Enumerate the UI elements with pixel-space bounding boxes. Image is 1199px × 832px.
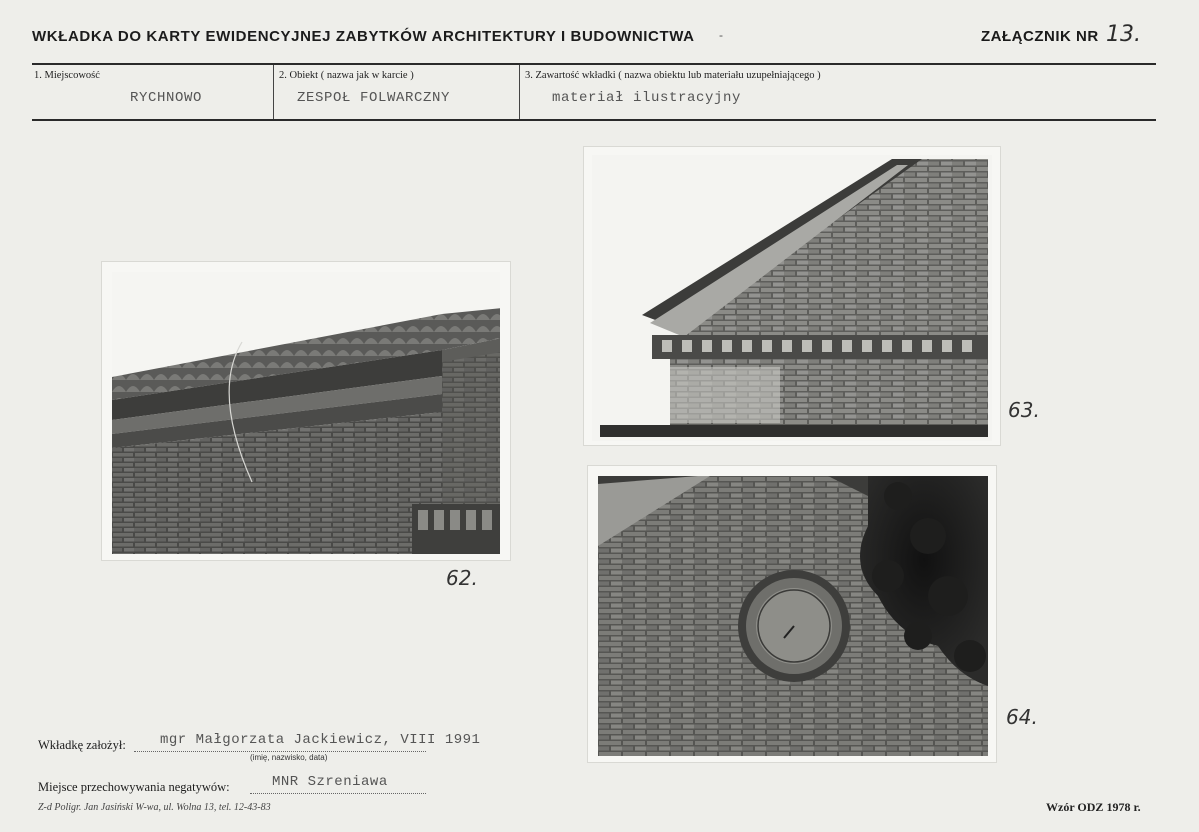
photo-eaves-corner [102,262,510,560]
content-label: 3. Zawartość wkładki ( nazwa obiektu lub materiału uzupełniającego ) [525,70,821,81]
object-value: ZESPOŁ FOLWARCZNY [297,90,451,106]
annex-label: ZAŁĄCZNIK NR [981,28,1099,45]
header-rule-top [32,63,1156,65]
wall-clock-image [598,476,988,756]
form-identifier: Wzór ODZ 1978 r. [1046,800,1141,814]
document-title: WKŁADKA DO KARTY EWIDENCYJNEJ ZABYTKÓW ARCHITEKTURY I BUDOWNICTWA [32,28,695,45]
storage-label: Miejsce przechowywania negatywów: [38,780,230,794]
author-value: mgr Małgorzata Jackiewicz, VIII 1991 [160,732,481,748]
object-label: 2. Obiekt ( nazwa jak w karcie ) [279,70,414,81]
photo-number-62: 62. [446,566,478,590]
eaves-corner-image [112,272,500,554]
photo-gable-corner [584,147,1000,445]
gable-corner-image [592,155,992,441]
author-dotted-line [134,751,426,752]
field-separator [519,65,520,119]
locality-label: 1. Miejscowość [34,70,100,81]
printer-imprint: Z-d Poligr. Jan Jasiński W-wa, ul. Wolna 13, tel. 12-43-83 [38,802,271,813]
title-dash: - [719,28,723,42]
photo-number-63: 63. [1008,398,1040,422]
storage-value: MNR Szreniawa [272,774,388,790]
author-label: Wkładkę założył: [38,738,126,752]
content-value: materiał ilustracyjny [552,90,742,106]
photo-wall-clock [588,466,996,762]
field-separator [273,65,274,119]
storage-dotted-line [250,793,426,794]
annex-number: 13. [1106,22,1141,47]
author-hint: (imię, nazwisko, data) [250,753,328,762]
locality-value: RYCHNOWO [130,90,203,106]
photo-number-64: 64. [1006,705,1038,729]
header-rule-bottom [32,119,1156,121]
